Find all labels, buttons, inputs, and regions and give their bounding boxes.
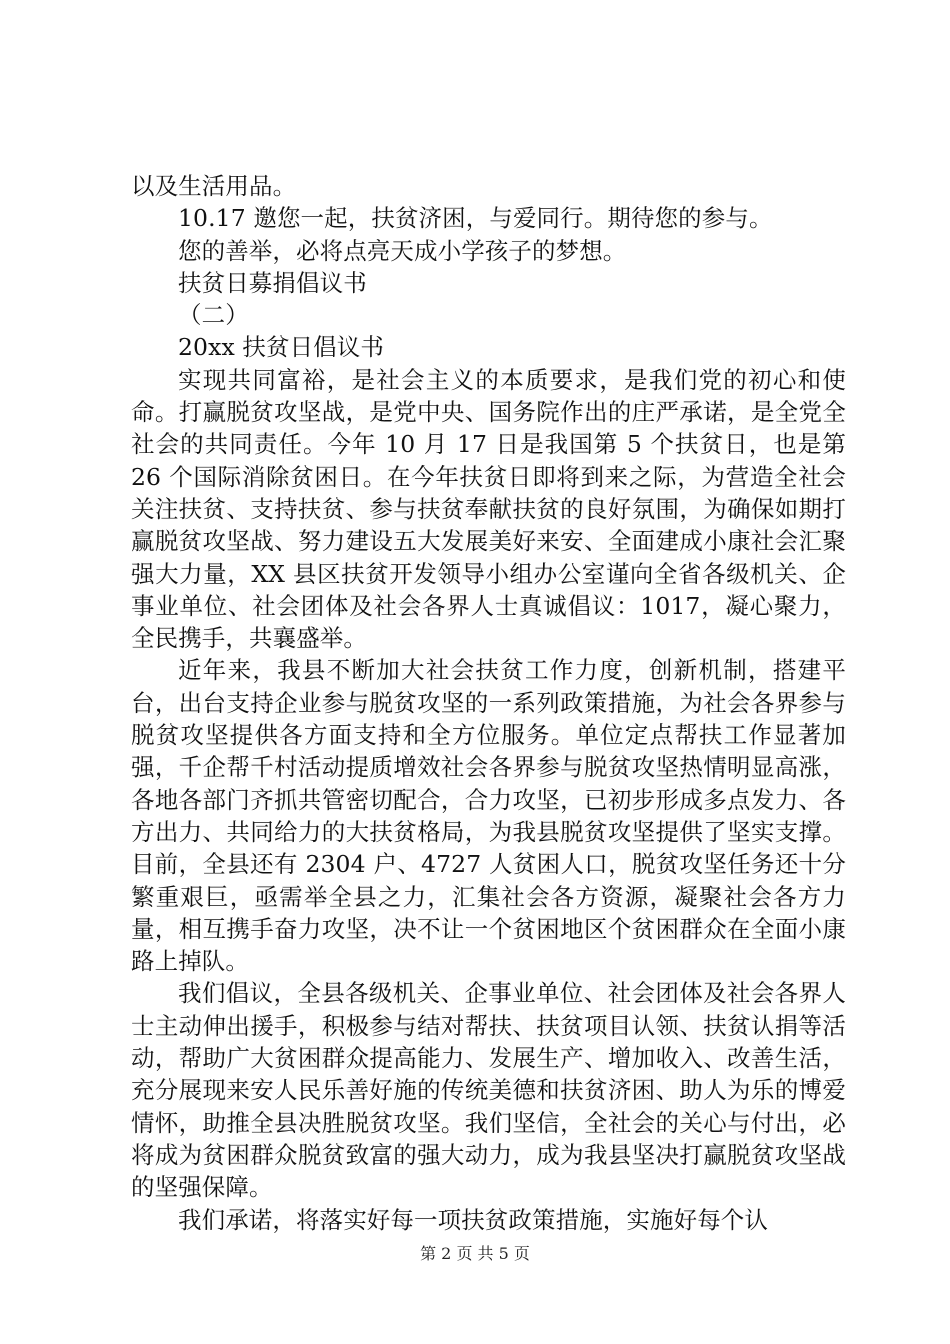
document-body <box>131 170 846 1236</box>
paragraph-body: 我们倡议，全县各级机关、企事业单位、社会团体及社会各界人士主动伸出援手，积极参与结对帮扶、扶贫项目认领、扶贫认捐等活动，帮助广大贫困群众提高能力、发展生产、增加收入、改善生活，充分展现来安人民乐善好施的传统美德和扶贫济困、助人为乐的博爱情怀，助推全县决胜脱贫攻坚。我们坚信，全社会的关心与付出，必将成为贫困群众脱贫致富的强大动力，成为我县坚决打赢脱贫攻坚战的坚强保障。 <box>131 979 846 1202</box>
page-number-footer: 第 2 页 共 5 页 <box>420 1244 530 1263</box>
section-title: 扶贫日募捐倡议书 <box>178 268 367 297</box>
paragraph-kindness: 您的善举，必将点亮天成小学孩子的梦想。 <box>178 236 627 265</box>
paragraph-body: 近年来，我县不断加大社会扶贫工作力度，创新机制，搭建平台，出台支持企业参与脱贫攻坚的一系列政策措施，为社会各界参与脱贫攻坚提供各方面支持和全方位服务。单位定点帮扶工作显著加强，千企帮千村活动提质增效社会各界参与脱贫攻坚热情明显高涨，各地各部门齐抓共管密切配合，合力攻坚，已初步形成多点发力、各方出力、共同给力的大扶贫格局，为我县脱贫攻坚提供了坚实支撑。目前，全县还有 2304 户、4727 人贫困人口，脱贫攻坚任务还十分繁重艰巨，亟需举全县之力，汇集社会各方资源，凝聚社会各方力量，相互携手奋力攻坚，决不让一个贫困地区个贫困群众在全面小康路上掉队。 <box>131 656 846 976</box>
section-number: （二） <box>178 301 249 330</box>
paragraph-continuation: 以及生活用品。 <box>131 172 297 200</box>
paragraph-body: 实现共同富裕，是社会主义的本质要求，是我们党的初心和使命。打赢脱贫攻坚战，是党中央、国务院作出的庄严承诺，是全党全社会的共同责任。今年 10 月 17 日是我国第 5 个扶贫日，也是第 26 个国际消除贫困日。在今年扶贫日即将到来之际，为营造全社会关注扶贫、支持扶贫、参与扶贫奉献扶贫的良好氛围，为确保如期打赢脱贫攻坚战、努力建设五大发展美好来安、全面建成小康社会汇聚强大力量，XX 县区扶贫开发领导小组办公室谨向全省各级机关、企事业单位、社会团体及社会各界人士真诚倡议：1017，凝心聚力，全民携手，共襄盛举。 <box>131 365 846 653</box>
paragraph-invitation: 10.17 邀您一起，扶贫济困，与爱同行。期待您的参与。 <box>178 204 773 233</box>
paragraph-body: 我们承诺，将落实好每一项扶贫政策措施，实施好每个认 <box>178 1205 768 1234</box>
proposal-title: 20xx 扶贫日倡议书 <box>178 333 384 362</box>
